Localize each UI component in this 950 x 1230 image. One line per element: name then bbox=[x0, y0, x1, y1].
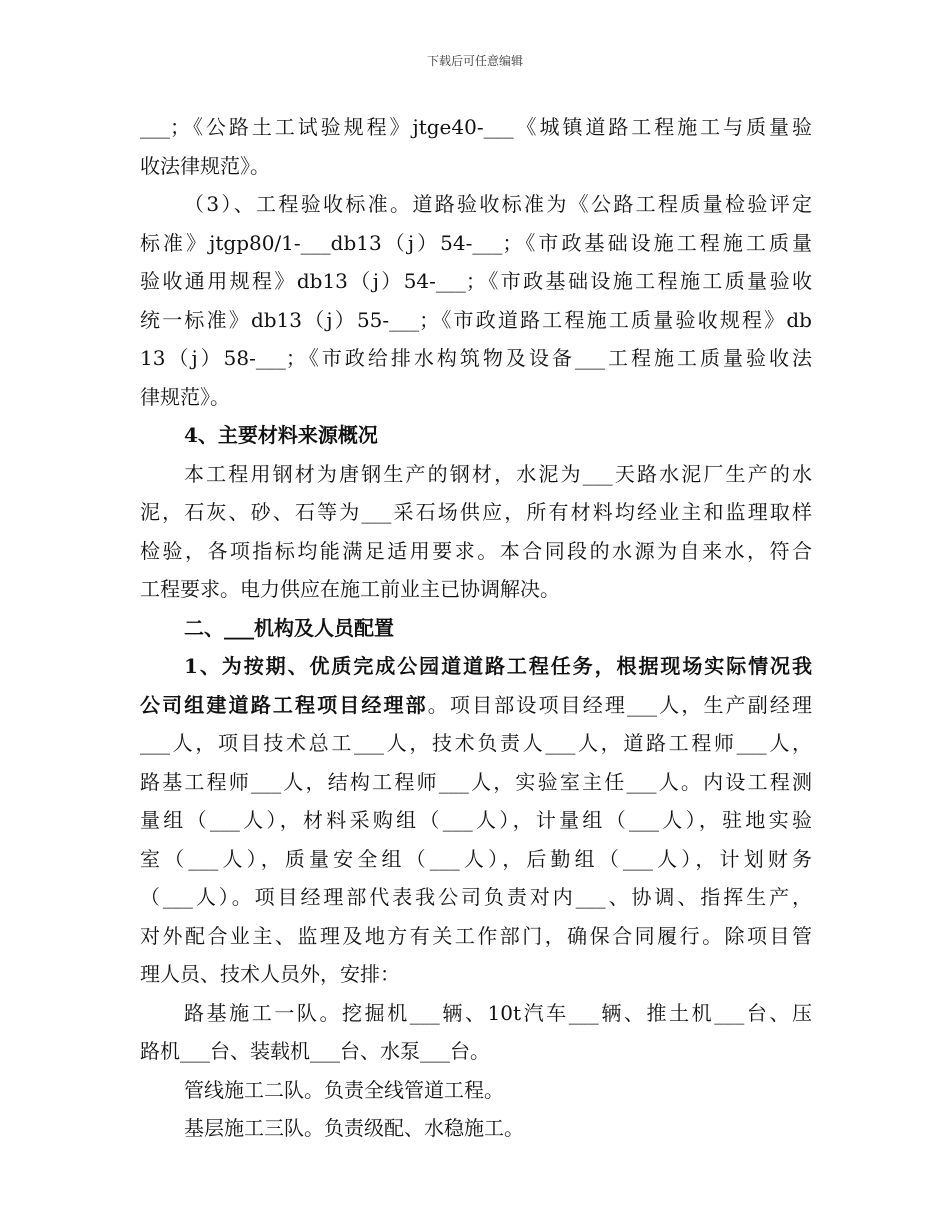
text-line: 验收通用规程》db13（j）54-___；《市政基础设施工程施工质量验收 bbox=[140, 269, 812, 293]
bold-phrase: 公司组建道路工程项目经理部 bbox=[140, 692, 428, 717]
text-line: 13（j）58-___；《市政给排水构筑物及设备___工程施工质量验收法 bbox=[140, 346, 812, 370]
text-line: 理人员、技术人员外，安排： bbox=[140, 962, 400, 986]
text-line: 对外配合业主、监理及地方有关工作部门，确保合同履行。除项目管 bbox=[140, 923, 812, 948]
text-line: 二、___机构及人员配置 bbox=[184, 615, 394, 640]
text-line: ___；《公路土工试验规程》jtge40-___《城镇道路工程施工与质量验 bbox=[140, 115, 812, 139]
text-line: 路基施工一队。挖掘机___辆、10t汽车___辆、推土机___台、压 bbox=[184, 1000, 812, 1025]
text-line: 4、主要材料来源概况 bbox=[184, 423, 378, 447]
text-line: 路基工程师___人，结构工程师___人，实验室主任___人。内设工程测 bbox=[140, 769, 812, 794]
text-line: 室（___人），质量安全组（___人），后勤组（___人），计划财务 bbox=[140, 846, 812, 871]
text-line: 律规范》。 bbox=[140, 384, 230, 409]
text-line: 统一标准》db13（j）55-___；《市政道路工程施工质量验收规程》db bbox=[140, 307, 812, 332]
line-text: 。项目部设项目经理___人，生产副经理 bbox=[427, 692, 813, 717]
text-line: 标准》jtgp80/1-___db13（j）54-___；《市政基础设施工程施工质量 bbox=[140, 230, 812, 255]
text-line: （___人）。项目经理部代表我公司负责对内___、协调、指挥生产， bbox=[140, 885, 812, 909]
text-line: 工程要求。电力供应在施工前业主已协调解决。 bbox=[140, 577, 560, 601]
text-line: 管线施工二队。负责全线管道工程。 bbox=[184, 1077, 504, 1102]
text-line: ___人，项目技术总工___人，技术负责人___人，道路工程师___人， bbox=[140, 731, 812, 755]
text-line: 收法律规范》。 bbox=[140, 153, 270, 178]
text-line bbox=[140, 686, 812, 725]
text-line: 泥，石灰、砂、石等为___采石场供应，所有材料均经业主和监理取样 bbox=[140, 500, 812, 524]
text-line: 量组（___人），材料采购组（___人），计量组（___人），驻地实验 bbox=[140, 808, 812, 832]
page-header: 下载后可任意编辑 bbox=[426, 54, 523, 68]
document-body bbox=[140, 108, 812, 1148]
text-line: 本工程用钢材为唐钢生产的钢材，水泥为___天路水泥厂生产的水 bbox=[184, 461, 812, 486]
text-line: 路机___台、装载机___台、水泵___台。 bbox=[140, 1039, 490, 1063]
text-line: 检验，各项指标均能满足适用要求。本合同段的水源为自来水，符合 bbox=[140, 538, 812, 563]
text-line: （3）、工程验收标准。道路验收标准为《公路工程质量检验评定 bbox=[184, 192, 812, 216]
text-line: 基层施工三队。负责级配、水稳施工。 bbox=[184, 1116, 524, 1140]
text-line: 1、为按期、优质完成公园道道路工程任务，根据现场实际情况我 bbox=[184, 654, 812, 678]
